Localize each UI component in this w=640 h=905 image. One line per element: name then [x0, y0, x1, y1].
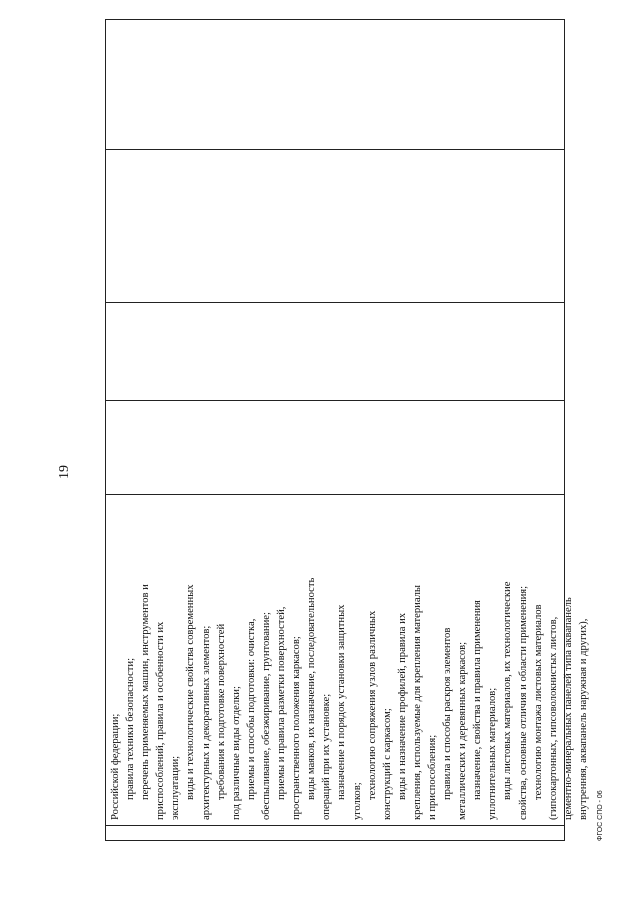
cell-text-line: цементно-минеральных панелей типа аквапанель — [562, 597, 574, 820]
cell-text-line: виды маяков, их назначение, последовательность — [306, 577, 318, 800]
cell-text-line: операций при их установке; — [321, 693, 333, 820]
page-number: 19 — [57, 465, 72, 479]
standards-table — [105, 19, 589, 841]
cell-text-line: перечень применяемых машин, инструментов и — [140, 584, 152, 800]
cell-text-line: Российской федерации; — [110, 713, 121, 820]
cell-text-line: технологию сопряжения узлов различных — [366, 610, 378, 800]
cell-text-line: под различные виды отделки; — [230, 686, 242, 820]
column-divider — [106, 400, 564, 401]
cell-text-line: обеспыливание, обезжиривание, грунтование; — [260, 612, 272, 820]
cell-text-line: приемы и способы подготовки: очистка, — [245, 618, 257, 800]
cell-text-line: пространственного положения каркасов; — [291, 636, 303, 820]
cell-text-line: приемы и правила разметки поверхностей, — [276, 606, 288, 800]
cell-text-line: требования к подготовке поверхностей — [215, 623, 227, 800]
cell-text-line: виды и назначение профилей, правила их — [396, 612, 408, 800]
knowledge-list-cell — [106, 495, 589, 826]
cell-text-line: уголков; — [351, 782, 363, 820]
cell-text-line: (гипсокартонных, гипсоволокнистых листов, — [547, 616, 559, 820]
cell-text-line: виды и технологические свойства современных — [185, 584, 197, 800]
document-footer: ФГОС СПО - 06 — [597, 790, 604, 841]
cell-text-line: внутренняя, аквапанель наружная и других), — [577, 618, 589, 820]
cell-text-line: назначение, свойства и правила применения — [472, 600, 484, 800]
cell-text-line: правила и способы раскроя элементов — [442, 627, 454, 800]
cell-text-line: эксплуатации; — [170, 755, 182, 820]
cell-text-line: приспособлений, правила и особенности их — [155, 621, 167, 820]
cell-text-line: свойства, основные отличия и области применения; — [517, 585, 529, 820]
cell-text-line: технологию монтажа листовых материалов — [532, 604, 544, 800]
cell-text-line: правила техники безопасности; — [125, 657, 137, 800]
column-divider — [106, 149, 564, 150]
cell-text-line: виды листовых материалов, их технологические — [502, 581, 514, 800]
cell-text-line: конструкций с каркасом; — [381, 708, 393, 820]
cell-text-line: крепления, используемые для крепления материалы — [411, 584, 423, 820]
cell-text-line: металлических и деревянных каркасов; — [457, 641, 469, 820]
cell-text-line: уплотнительных материалов; — [487, 687, 499, 820]
cell-text-line: назначение и порядок установки защитных — [336, 604, 348, 800]
cell-text-line: архитектурных и декоративных элементов; — [200, 625, 212, 820]
cell-text-line: и приспособления; — [426, 734, 438, 820]
column-divider — [106, 302, 564, 303]
